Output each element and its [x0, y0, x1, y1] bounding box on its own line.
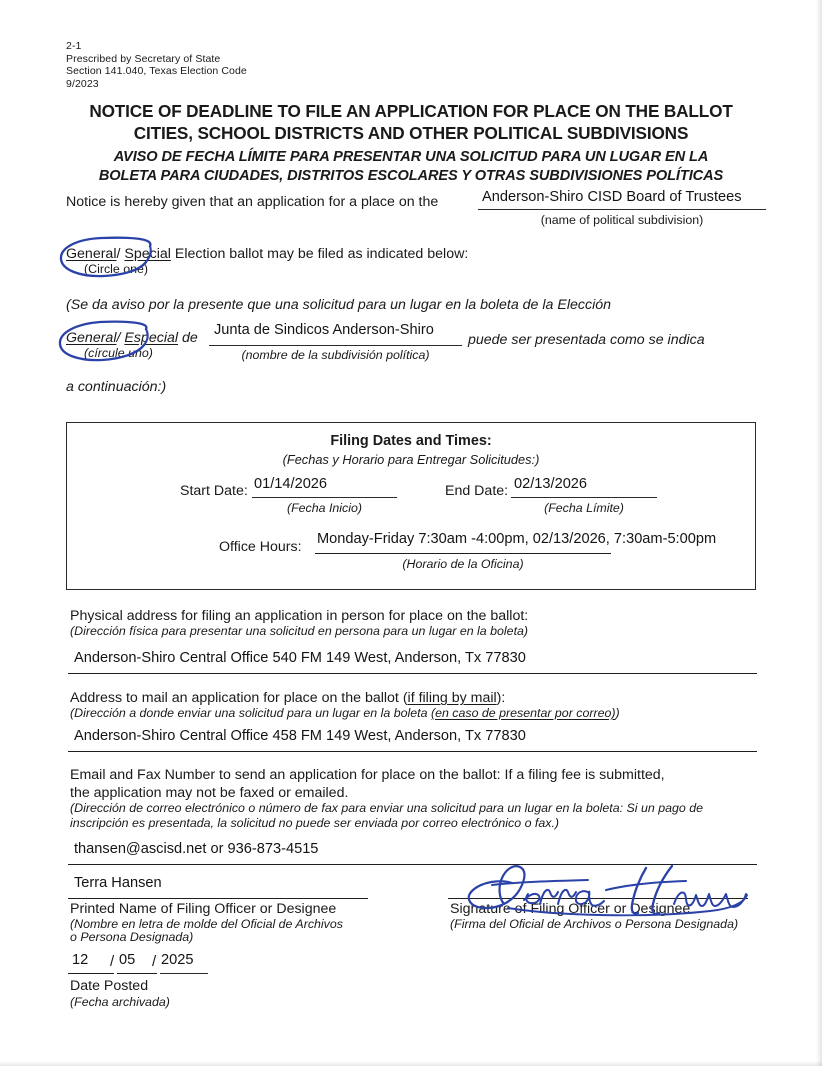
- office-hours-rule: [315, 553, 611, 554]
- scan-edge-bottom: [0, 1061, 822, 1066]
- filing-box-title-es: (Fechas y Horario para Entregar Solicitudes:): [282, 452, 540, 467]
- form-prescribed-by: Prescribed by Secretary of State: [66, 52, 221, 65]
- email-fax-heading-en-line2: the application may not be faxed or emailed.: [70, 785, 349, 801]
- physical-address-rule: [68, 673, 757, 674]
- page-title-en-line2: CITIES, SCHOOL DISTRICTS AND OTHER POLITICAL SUBDIVISIONS: [133, 123, 689, 143]
- mailing-address-heading-en: [70, 689, 750, 707]
- notice-lead-en: Notice is hereby given that an application for a place on the: [66, 194, 439, 210]
- printed-name-label: Printed Name of Filing Officer or Designee: [70, 901, 337, 917]
- date-posted-label: Date Posted: [70, 978, 149, 994]
- choice-special-en[interactable]: Special: [124, 246, 171, 262]
- form-meta: [66, 40, 406, 90]
- office-hours-caption: (Horario de la Oficina): [402, 557, 524, 571]
- choice-separator-en: /: [116, 246, 121, 262]
- end-date-caption: (Fecha Límite): [544, 501, 624, 515]
- printed-name-caption-line1: (Nombre en letra de molde del Oficial de Archivos: [70, 917, 343, 931]
- subdivision-name-caption: (name of political subdivision): [540, 213, 704, 227]
- email-fax-rule: [68, 864, 757, 865]
- page-title-en-line1: NOTICE OF DEADLINE TO FILE AN APPLICATION FOR PLACE ON THE BALLOT: [89, 101, 733, 121]
- date-posted-day: 05: [119, 952, 136, 968]
- email-fax-value: thansen@ascisd.net or 936-873-4515: [74, 841, 319, 857]
- form-number: 2-1: [66, 40, 82, 52]
- end-date-value: 02/13/2026: [514, 476, 588, 492]
- email-fax-heading-en-line1: Email and Fax Number to send an application for place on the ballot: If a filing fee is submitted,: [70, 767, 665, 783]
- date-posted-rule-day: [117, 973, 157, 974]
- email-fax-heading-es-line2: inscripción es presentada, la solicitud no puede ser enviada por correo electrónico o fax.): [70, 816, 560, 830]
- office-hours-label: Office Hours:: [219, 539, 302, 555]
- filing-box-title-en: Filing Dates and Times:: [330, 433, 492, 449]
- mailing-heading-es-part-a: (Dirección a donde enviar una solicitud para un lugar en la boleta: [70, 706, 431, 720]
- page-title-es-line2: BOLETA PARA CIUDADES, DISTRITOS ESCOLARES Y OTRAS SUBDIVISIONES POLÍTICAS: [98, 168, 724, 184]
- subdivision-name-value-es: Junta de Sindicos Anderson-Shiro: [214, 322, 434, 338]
- mailing-heading-part-b: ):: [496, 690, 506, 706]
- date-posted-month: 12: [72, 952, 89, 968]
- choice-general-es[interactable]: General: [66, 330, 117, 346]
- email-fax-heading-es-line1: (Dirección de correo electrónico o número de fax para enviar una solicitud para un lugar en la boleta: Si un pago de: [70, 801, 703, 815]
- mailing-address-value: Anderson-Shiro Central Office 458 FM 149 West, Anderson, Tx 77830: [74, 728, 526, 744]
- signature-caption: (Firma del Oficial de Archivos o Persona Designada): [450, 917, 739, 931]
- form-section: Section 141.040, Texas Election Code: [66, 65, 247, 78]
- scan-edge-right: [816, 0, 822, 1066]
- mailing-heading-part-a: Address to mail an application for place on the ballot (: [70, 690, 408, 706]
- start-date-label: Start Date:: [180, 483, 248, 499]
- physical-address-heading-es: (Dirección física para presentar una solicitud en persona para un lugar en la boleta): [70, 624, 529, 638]
- subdivision-name-rule: [478, 209, 766, 210]
- page-title-es-line1: AVISO DE FECHA LÍMITE PARA PRESENTAR UNA SOLICITUD PARA UN LUGAR EN LA: [113, 149, 709, 165]
- mailing-address-rule: [68, 751, 757, 752]
- choice-general-en[interactable]: General: [66, 246, 117, 262]
- mailing-heading-es-part-b: ): [615, 706, 620, 720]
- start-date-caption: (Fecha Inicio): [286, 501, 363, 515]
- start-date-rule: [252, 497, 397, 498]
- mailing-heading-es-underlined: (en caso de presentar por correo): [430, 706, 616, 720]
- circle-one-es: (círcule uno): [84, 346, 153, 360]
- date-posted-year: 2025: [161, 952, 194, 968]
- physical-address-value: Anderson-Shiro Central Office 540 FM 149 West, Anderson, Tx 77830: [74, 650, 526, 666]
- start-date-value: 01/14/2026: [254, 476, 328, 492]
- choice-tail-en: Election ballot may be filed as indicated below:: [174, 246, 469, 262]
- signature-label: Signature of Filing Officer or Designee: [450, 901, 691, 917]
- filing-dates-box: [66, 422, 756, 590]
- continuation-es: a continuación:): [66, 379, 167, 395]
- circle-one-en: (Circle one): [84, 262, 149, 276]
- choice-tail-es: puede ser presentada como se indica: [468, 332, 705, 348]
- choice-row-es: [66, 329, 198, 347]
- notice-lead-es: (Se da aviso por la presente que una solicitud para un lugar en la boleta de la Elección: [66, 297, 611, 313]
- printed-name-caption-line2: o Persona Designada): [70, 930, 194, 944]
- mailing-address-heading-es: [70, 706, 760, 721]
- office-hours-value: Monday-Friday 7:30am -4:00pm, 02/13/2026, 7:30am-5:00pm: [317, 531, 717, 547]
- mailing-heading-underlined: if filing by mail: [407, 690, 497, 706]
- subdivision-name-caption-es: (nombre de la subdivisión política): [241, 348, 430, 362]
- date-posted-rule-year: [160, 973, 208, 974]
- subdivision-name-value: Anderson-Shiro CISD Board of Trustees: [482, 189, 742, 205]
- choice-de-es: de: [181, 330, 198, 346]
- form-revision: 9/2023: [66, 77, 99, 90]
- date-posted-caption: (Fecha archivada): [70, 995, 170, 1009]
- choice-especial-es[interactable]: Especial: [124, 330, 179, 346]
- end-date-rule: [511, 497, 657, 498]
- physical-address-heading-en: Physical address for filing an application in person for place on the ballot:: [70, 608, 529, 624]
- end-date-label: End Date:: [445, 483, 509, 499]
- date-posted-separator-2: /: [152, 953, 157, 970]
- date-posted-separator-1: /: [110, 953, 115, 970]
- choice-row-en: [66, 245, 666, 263]
- date-posted-rule-month: [68, 973, 114, 974]
- choice-separator-es: /: [116, 330, 121, 346]
- printed-name-value: Terra Hansen: [74, 875, 162, 891]
- subdivision-name-rule-es: [209, 345, 462, 346]
